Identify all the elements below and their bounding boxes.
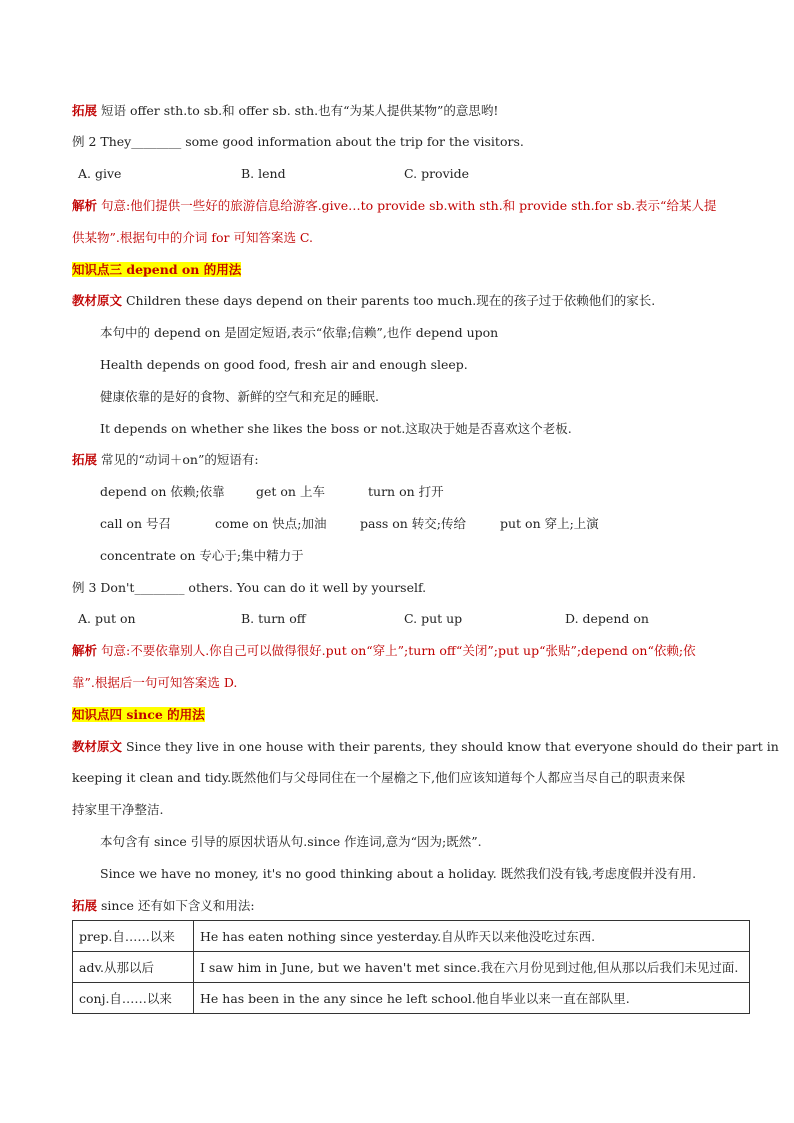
kp4-example: Since we have no money, it's no good thinking about a holiday. 既然我们没有钱,考虑度假并没有用.	[100, 866, 697, 881]
kp3-example-2: It depends on whether she likes the boss or not.这取决于她是否喜欢这个老板.	[100, 421, 572, 436]
analysis-3-line2: 靠”.根据后一句可知答案选 D.	[72, 675, 238, 690]
phrase-row-1	[100, 483, 750, 501]
analysis-label: 解析	[72, 643, 98, 658]
textbook-original-4-line3: 持家里干净整洁.	[72, 802, 164, 817]
phrase-row-2	[100, 515, 750, 533]
usage-example-cell: I saw him in June, but we haven't met since.我在六月份见到过他,但从那以后我们未见过面.	[194, 952, 750, 983]
analysis-2-line2: 供某物”.根据句中的介词 for 可知答案选 C.	[72, 230, 314, 245]
phrase-item: depend on 依赖;依靠	[100, 484, 225, 499]
option-a: A. put on	[78, 611, 136, 626]
kp3-example-cn: 健康依靠的是好的食物、新鲜的空气和充足的睡眠.	[100, 389, 379, 404]
extension-note-on: 拓展 常见的“动词＋on”的短语有:	[72, 452, 259, 467]
analysis-label: 解析	[72, 198, 98, 213]
kp3-note: 本句中的 depend on 是固定短语,表示“依靠;信赖”,也作 depend upon	[100, 325, 499, 340]
example-3-options	[72, 610, 750, 628]
kp4-note: 本句含有 since 引导的原因状语从句.since 作连词,意为“因为;既然”.	[100, 834, 482, 849]
usage-type-cell: adv.从那以后	[73, 952, 194, 983]
phrase-item: put on 穿上;上演	[500, 516, 599, 531]
option-d: D. depend on	[565, 611, 649, 626]
option-b: B. lend	[241, 166, 286, 181]
usage-example-cell: He has eaten nothing since yesterday.自从昨天以来他没吃过东西.	[194, 921, 750, 952]
table-row	[73, 983, 750, 1014]
usage-type-cell: conj.自……以来	[73, 983, 194, 1014]
extension-label: 拓展	[72, 103, 98, 118]
option-a: A. give	[78, 166, 122, 181]
textbook-label: 教材原文	[72, 739, 123, 754]
example-3-question: 例 3 Don't________ others. You can do it well by yourself.	[72, 580, 427, 595]
extension-note-since: 拓展 since 还有如下含义和用法:	[72, 898, 255, 913]
analysis-3-line1: 解析 句意:不要依靠别人.你自己可以做得很好.put on“穿上”;turn off“关闭”;put up“张贴”;depend on“依赖;依	[72, 643, 696, 658]
textbook-original-4-line2: keeping it clean and tidy.既然他们与父母同住在一个屋檐之下,他们应该知道每个人都应当尽自己的职责来保	[72, 770, 686, 785]
since-usage-table	[72, 920, 750, 1014]
phrase-item: pass on 转交;传给	[360, 516, 467, 531]
textbook-label: 教材原文	[72, 293, 123, 308]
table-row	[73, 952, 750, 983]
kp3-example-en: Health depends on good food, fresh air and enough sleep.	[100, 357, 468, 372]
extension-note-offer	[72, 102, 750, 120]
option-c: C. provide	[404, 166, 470, 181]
phrase-item: call on 号召	[100, 516, 171, 531]
example-2-question: 例 2 They________ some good information about the trip for the visitors.	[72, 134, 524, 149]
section-heading: 知识点三 depend on 的用法	[72, 262, 242, 277]
table-row	[73, 921, 750, 952]
phrase-item: come on 快点;加油	[215, 516, 327, 531]
usage-type-cell: prep.自……以来	[73, 921, 194, 952]
option-c: C. put up	[404, 611, 463, 626]
analysis-2-line1: 解析 句意:他们提供一些好的旅游信息给游客.give…to provide sb.with sth.和 provide sth.for sb.表示“给某人提	[72, 198, 717, 213]
phrase-row-3: concentrate on 专心于;集中精力于	[100, 548, 304, 563]
textbook-original-3: 教材原文 Children these days depend on their parents too much.现在的孩子过于依赖他们的家长.	[72, 293, 656, 308]
section-heading: 知识点四 since 的用法	[72, 707, 205, 722]
phrase-item: get on 上车	[256, 484, 325, 499]
extension-label: 拓展	[72, 452, 98, 467]
textbook-original-4-line1: 教材原文 Since they live in one house with their parents, they should know that everyone should do their part in	[72, 739, 779, 754]
knowledge-point-3-title	[72, 261, 750, 279]
knowledge-point-4-title	[72, 706, 750, 724]
extension-label: 拓展	[72, 898, 98, 913]
example-2-options	[72, 165, 750, 183]
usage-example-cell: He has been in the any since he left school.他自毕业以来一直在部队里.	[194, 983, 750, 1014]
phrase-item: turn on 打开	[368, 484, 444, 499]
option-b: B. turn off	[241, 611, 306, 626]
extension-text: 短语 offer sth.to sb.和 offer sb. sth.也有“为某人提供某物”的意思哟!	[97, 103, 499, 118]
